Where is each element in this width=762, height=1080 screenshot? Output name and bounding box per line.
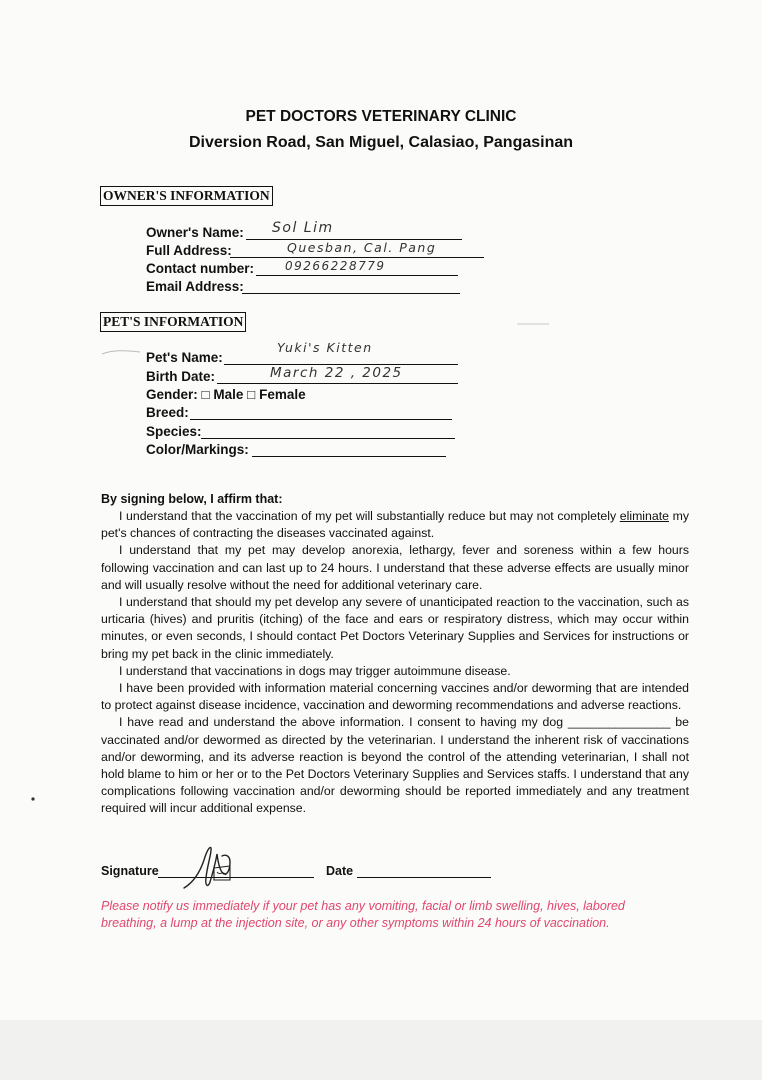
affirmation-paragraph-5: I have been provided with information material concerning vaccines and/or deworming that are intended to protect against disease incidence, vaccination and deworming recommendations and adverse reactions. bbox=[101, 681, 689, 713]
stray-pen-mark bbox=[100, 344, 144, 358]
contact-number-label: Contact number: bbox=[146, 261, 254, 276]
full-address-line bbox=[230, 257, 484, 258]
color-markings-line[interactable] bbox=[252, 456, 446, 457]
affirmation-paragraph-3: I understand that should my pet develop any severe of unanticipated reaction to the vaccination, such as urticaria (hives) and pruritis (itching) of the face and ears or respiratory distress, which may occur within minutes, or even seconds, I should contact Pet Doctors Veterinary Supplies and Services for instructions or bring my pet back in the clinic immediately. bbox=[101, 595, 689, 661]
pet-name-value[interactable]: Yuki's Kitten bbox=[277, 340, 373, 355]
clinic-address: Diversion Road, San Miguel, Calasiao, Pangasinan bbox=[188, 134, 574, 151]
owner-name-label: Owner's Name: bbox=[146, 225, 244, 240]
species-line[interactable] bbox=[201, 438, 455, 439]
signature-label: Signature bbox=[101, 864, 159, 878]
handwritten-signature bbox=[180, 842, 236, 892]
affirmation-paragraph-6: I have read and understand the above information. I consent to having my dog _______________ be vaccinated and/or dewormed as directed by the veterinarian. I understand the inherent risk of vaccinations and/or deworming, and its adverse reaction is beyond the control of the attending veterinarian, I shall not hold blame to him or her or to the Pet Doctors Veterinary Supplies and Services staffs. I understand that any complications following vaccination and/or deworming should be reported immediately and any treatment required will incur additional expense. bbox=[101, 715, 689, 816]
pet-name-label: Pet's Name: bbox=[146, 350, 223, 365]
affirmation-heading: By signing below, I affirm that: bbox=[101, 492, 283, 506]
owner-section-title: OWNER'S INFORMATION bbox=[100, 186, 273, 206]
affirmation-body bbox=[101, 508, 689, 818]
pet-section-title: PET'S INFORMATION bbox=[100, 312, 246, 332]
stray-pen-mark bbox=[515, 320, 551, 328]
clinic-name: PET DOCTORS VETERINARY CLINIC bbox=[245, 108, 517, 125]
email-label: Email Address: bbox=[146, 279, 244, 294]
contact-number-value[interactable]: 09266228779 bbox=[285, 259, 386, 273]
stray-dot bbox=[30, 796, 36, 802]
email-line[interactable] bbox=[242, 293, 460, 294]
dog-name-blank[interactable]: _______________ bbox=[567, 715, 671, 730]
contact-number-line bbox=[256, 275, 458, 276]
affirmation-paragraph-4: I understand that vaccinations in dogs may trigger autoimmune disease. bbox=[119, 663, 511, 678]
color-markings-label: Color/Markings: bbox=[146, 442, 249, 457]
owner-name-value[interactable]: Sol Lim bbox=[272, 220, 334, 236]
gender-label[interactable]: Gender: □ Male □ Female bbox=[146, 387, 306, 402]
scan-background bbox=[0, 1020, 762, 1080]
date-line[interactable] bbox=[357, 877, 491, 878]
full-address-label: Full Address: bbox=[146, 243, 232, 258]
affirmation-paragraph-1: I understand that the vaccination of my pet will substantially reduce but may not completely eliminate my pet's chances of contracting the diseases vaccinated against. bbox=[101, 509, 690, 541]
affirmation-paragraph-2: I understand that my pet may develop anorexia, lethargy, fever and soreness within a few hours following vaccination and can last up to 24 hours. I understand that these adverse effects are usually minor and will usually resolve without the need for additional veterinary care. bbox=[101, 543, 689, 592]
species-label: Species: bbox=[146, 424, 202, 439]
breed-line[interactable] bbox=[190, 419, 452, 420]
breed-label: Breed: bbox=[146, 405, 189, 420]
birth-date-label: Birth Date: bbox=[146, 369, 216, 384]
vaccination-notice: Please notify us immediately if your pet has any vomiting, facial or limb swelling, hives, labored breathing, a lump at the injection site, or any other symptoms within 24 hours of vaccination. bbox=[101, 899, 625, 930]
date-label: Date bbox=[326, 864, 354, 878]
birth-date-value[interactable]: March 22 , 2025 bbox=[270, 365, 403, 381]
birth-date-line bbox=[217, 383, 458, 384]
full-address-value[interactable]: Quesban, Cal. Pang bbox=[287, 240, 437, 255]
